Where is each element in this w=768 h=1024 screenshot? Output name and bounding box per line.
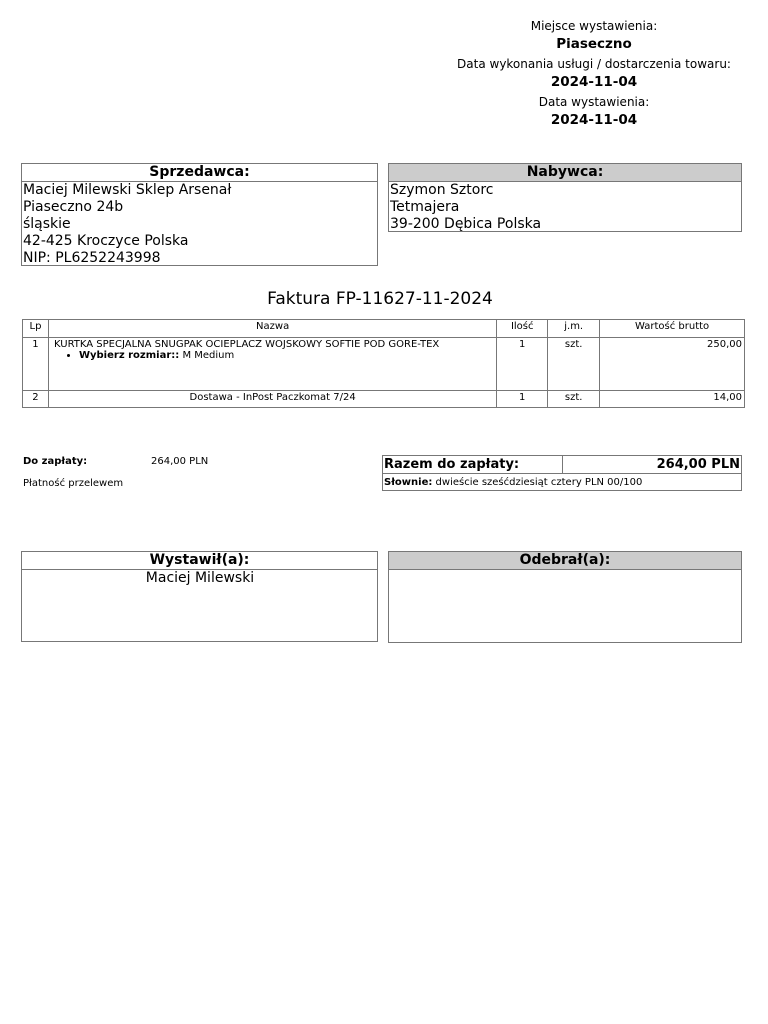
amount-in-words [383,474,742,491]
col-name: Nazwa [48,320,496,338]
seller-region: śląskie [23,216,71,232]
buyer-box [388,163,742,232]
payment-method: Płatność przelewem [23,478,124,489]
place-label: Miejsce wystawienia: [530,19,658,33]
total-value: 264,00 PLN [562,456,741,474]
buyer-name: Szymon Sztorc [390,182,494,198]
seller-nip: NIP: PL6252243998 [23,250,161,266]
place-value: Piaseczno [556,36,632,52]
row-unit: szt. [548,338,600,391]
row-option [79,350,494,361]
summary-table [382,455,742,491]
invoice-title: Faktura FP-11627-11-2024 [267,289,493,309]
total-label: Razem do zapłaty: [383,456,563,474]
issued-by-title: Wystawił(a): [22,552,377,570]
row-options [51,350,494,361]
issue-date-value: 2024-11-04 [550,112,638,128]
option-label: Wybierz rozmiar:: [78,350,180,361]
row-lp: 1 [23,338,49,391]
buyer-title: Nabywca: [389,164,741,182]
table-row [23,391,745,408]
seller-street: Piaseczno 24b [23,199,124,215]
col-unit: j.m. [548,320,600,338]
due-value: 264,00 PLN [151,456,209,467]
service-date-label: Data wykonania usługi / dostarczenia towaru: [457,57,731,71]
buyer-city: 39-200 Dębica Polska [390,216,542,232]
words-label: Słownie: [384,476,433,488]
col-lp: Lp [23,320,49,338]
row-gross: 14,00 [600,391,745,408]
issued-by-name: Maciej Milewski [145,570,255,586]
option-value: M Medium [182,350,235,361]
buyer-street: Tetmajera [390,199,460,215]
row-name: KURTKA SPECJALNA SNUGPAK OCIEPLACZ WOJSKOWY SOFTIE POD GORE-TEX [53,339,440,350]
seller-title: Sprzedawca: [22,164,377,182]
received-by-box [388,551,742,643]
received-by-title: Odebrał(a): [389,552,741,570]
row-qty: 1 [497,338,548,391]
issue-info [440,18,748,132]
row-qty: 1 [497,391,548,408]
col-gross: Wartość brutto [600,320,745,338]
seller-city: 42-425 Kroczyce Polska [23,233,189,249]
row-lp: 2 [23,391,49,408]
seller-box [21,163,378,266]
issued-by-box [21,551,378,642]
table-header-row [23,320,745,338]
table-row [23,338,745,391]
row-name-cell [48,338,496,391]
due-label: Do zapłaty: [23,456,88,467]
row-gross: 250,00 [600,338,745,391]
col-qty: Ilość [497,320,548,338]
issue-date-label: Data wystawienia: [538,95,650,109]
words-value: dwieście sześćdziesiąt cztery PLN 00/100 [435,476,643,488]
items-table [22,319,745,408]
row-name: Dostawa - InPost Paczkomat 7/24 [48,391,496,408]
seller-name: Maciej Milewski Sklep Arsenał [23,182,232,198]
row-unit: szt. [548,391,600,408]
service-date-value: 2024-11-04 [550,74,638,90]
